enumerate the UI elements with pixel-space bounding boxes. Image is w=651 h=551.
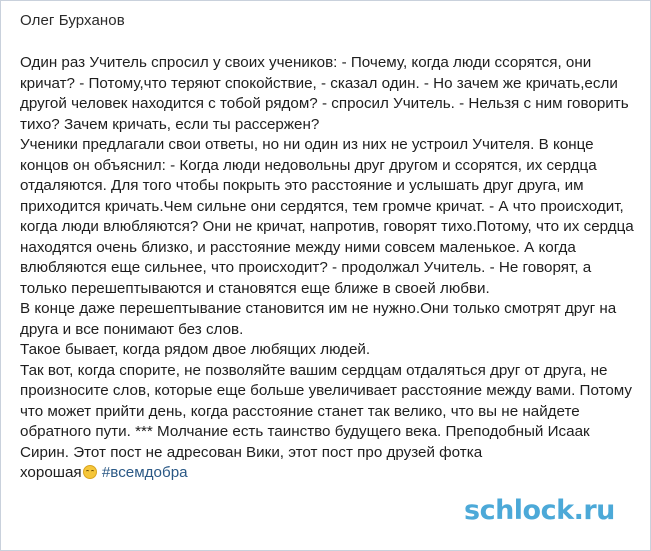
post-last-word: хорошая — [20, 464, 82, 481]
smiling-face-icon — [83, 465, 97, 479]
hashtag-link[interactable]: #всемдобра — [101, 464, 188, 481]
author-name[interactable]: Олег Бурханов — [20, 12, 125, 29]
post-paragraph-4: Такое бывает, когда рядом двое любящих людей. — [20, 341, 371, 358]
post-text — [20, 53, 640, 484]
watermark-logo: schlock.ru — [464, 495, 615, 526]
post-paragraph-2: Ученики предлагали свои ответы, но ни один из них не устроил Учителя. В конце концов он объяснил: - Когда люди недовольны друг другом и ссорятся, их сердца отдаляются. Для того чтобы покрыть это расстояние и услышать друг друга, им приходится кричать.Чем сильне они сердятся, тем громче кричат. - А что происходит, когда люди влюбляются? Они не кричат, напротив, говорят тихо.Потому, что их сердца находятся очень близко, и расстояние между ними совсем маленькое. А когда влюбляются еще сильнее, что происходит? - продолжал Учитель. - Не говорят, а только перешептываются и становятся еще ближе в своей любви. — [20, 136, 634, 297]
post-paragraph-1: Один раз Учитель спросил у своих учеников: - Почему, когда люди ссорятся, они кричат? - Потому,что теряют спокойствие, - сказал один. - Но зачем же кричать,если другой человек находится с тобой рядом? - спросил Учитель. - Нельзя с ним говорить тихо? Зачем кричать, если ты рассержен? — [20, 54, 629, 133]
post-paragraph-5: Так вот, когда спорите, не позволяйте вашим сердцам отдаляться друг от друга, не произносите слов, которые еще больше увеличивает расстояние между вами. Потому что может прийти день, когда расстояние станет так велико, что вы не найдете обратного пути. *** Молчание есть таинство будущего века. Преподобный Исаак Сирин. Этот пост не адресован Вики, этот пост про друзей фотка — [20, 361, 633, 461]
post-paragraph-3: В конце даже перешептывание становится им не нужно.Они только смотрят друг на друга и все понимают без слов. — [20, 300, 617, 338]
post-last-line — [20, 463, 640, 484]
